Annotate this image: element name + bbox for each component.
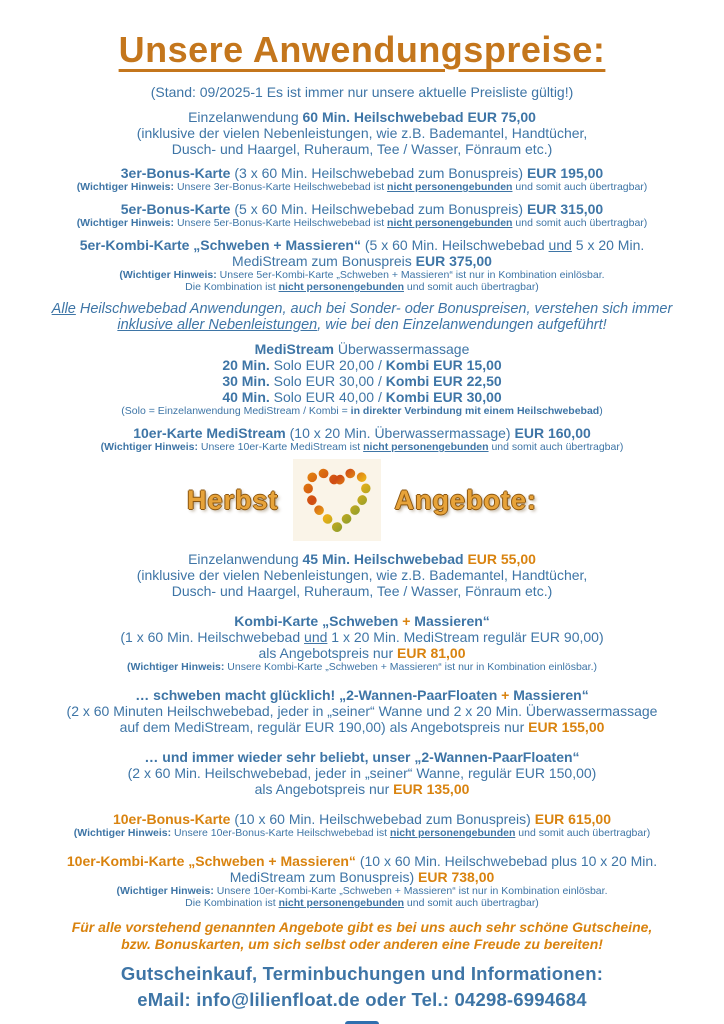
medistream-heading: MediStream Überwassermassage — [254, 341, 470, 357]
offer-kombi-price: als Angebotspreis nur EUR 81,00 — [258, 645, 466, 661]
contact-heading: Gutscheinkauf, Terminbuchungen und Informationen: — [120, 963, 604, 984]
offer-kombi-card: Kombi-Karte „Schweben + Massieren“ — [234, 613, 490, 629]
all-inclusive-note-2: inklusive aller Nebenleistungen, wie bei den Einzelanwendungen aufgeführt! — [117, 317, 607, 333]
herbst-offers-section — [26, 551, 698, 909]
bonus-card-3er: 3er-Bonus-Karte (3 x 60 Min. Heilschwebebad zum Bonuspreis) EUR 195,00 — [120, 165, 604, 181]
voucher-promo-line-2: bzw. Bonuskarten, um sich selbst oder anderen eine Freude zu bereiten! — [121, 936, 603, 952]
inclusive-note-1: (inklusive der vielen Nebenleistungen, wie z.B. Bademantel, Handtücher, — [136, 125, 588, 141]
offer-paarfloat-detail: (2 x 60 Min. Heilschwebebad, jeder in „seiner“ Wanne, regulär EUR 150,00) — [127, 765, 597, 781]
validity-note: (Stand: 09/2025-1 Es ist immer nur unsere aktuelle Preisliste gültig!) — [150, 84, 574, 100]
hint-5er: (Wichtiger Hinweis: Unsere 5er-Bonus-Karte Heilschwebebad ist nicht personengebunden und somit auch übertragbar) — [76, 217, 648, 229]
hint-3er: (Wichtiger Hinweis: Unsere 3er-Bonus-Karte Heilschwebebad ist nicht personengebunden und somit auch übertragbar) — [76, 181, 648, 193]
single-application-60min: Einzelanwendung 60 Min. Heilschwebebad EUR 75,00 — [188, 109, 536, 125]
herbst-offers-banner — [26, 457, 698, 543]
hint-5er-kombi-2: Die Kombination ist nicht personengebunden und somit auch übertragbar) — [185, 281, 539, 293]
offer-10er-kombi-line-2: MediStream zum Bonuspreis) EUR 738,00 — [229, 869, 495, 885]
hint-10er-bonus: (Wichtiger Hinweis: Unsere 10er-Bonus-Karte Heilschwebebad ist nicht personengebunden und somit auch übertragbar) — [73, 827, 651, 839]
medistream-40min: 40 Min. Solo EUR 40,00 / Kombi EUR 30,00 — [222, 389, 502, 405]
inclusive-note-2: Dusch- und Haargel, Ruheraum, Tee / Wasser, Fönraum etc.) — [171, 141, 553, 157]
offer-10er-kombi-line-1: 10er-Kombi-Karte „Schweben + Massieren“ (10 x 60 Min. Heilschwebebad plus 10 x 20 Min. — [66, 853, 658, 869]
kombi-card-5er-line-2: MediStream zum Bonuspreis EUR 375,00 — [232, 253, 492, 269]
autumn-leaves-heart-icon — [293, 459, 381, 541]
offer-paarfloat-massieren-detail-2: auf dem MediStream, regulär EUR 190,00) als Angebotspreis nur EUR 155,00 — [119, 719, 605, 735]
offer-10er-bonus: 10er-Bonus-Karte (10 x 60 Min. Heilschwebebad zum Bonuspreis) EUR 615,00 — [112, 811, 612, 827]
hint-offer-kombi: (Wichtiger Hinweis: Unsere Kombi-Karte „Schweben + Massieren“ ist nur in Kombination einlösbar.) — [127, 661, 597, 673]
bonus-card-5er: 5er-Bonus-Karte (5 x 60 Min. Heilschwebebad zum Bonuspreis) EUR 315,00 — [120, 201, 604, 217]
hint-10er-kombi-1: (Wichtiger Hinweis: Unsere 10er-Kombi-Karte „Schweben + Massieren“ ist nur in Kombination einlösbar. — [116, 885, 608, 897]
angebote-word: Angebote: — [394, 484, 537, 515]
offer-kombi-detail: (1 x 60 Min. Heilschwebebad und 1 x 20 Min. MediStream regulär EUR 90,00) — [120, 629, 604, 645]
hint-5er-kombi-1: (Wichtiger Hinweis: Unsere 5er-Kombi-Karte „Schweben + Massieren“ ist nur in Kombination einlösbar. — [119, 269, 605, 281]
offer-paarfloat: … und immer wieder sehr beliebt, unser „2-Wannen-PaarFloaten“ — [144, 749, 580, 765]
contact-email-phone: eMail: info@lilienfloat.de oder Tel.: 04298-6994684 — [137, 989, 587, 1010]
kombi-card-5er-line-1: 5er-Kombi-Karte „Schweben + Massieren“ (5 x 60 Min. Heilschwebebad und 5 x 20 Min. — [79, 237, 645, 253]
offer-single-45min: Einzelanwendung 45 Min. Heilschwebebad EUR 55,00 — [188, 551, 536, 567]
offer-inclusive-note-2: Dusch- und Haargel, Ruheraum, Tee / Wasser, Fönraum etc.) — [171, 583, 553, 599]
page-title: Unsere Anwendungspreise: — [118, 29, 606, 70]
voucher-promo-line-1: Für alle vorstehend genannten Angebote gibt es bei uns auch sehr schöne Gutscheine, — [71, 919, 653, 935]
offer-paarfloat-massieren: … schweben macht glücklich! „2-Wannen-PaarFloaten + Massieren“ — [135, 687, 589, 703]
medistream-30min: 30 Min. Solo EUR 30,00 / Kombi EUR 22,50 — [222, 373, 502, 389]
offer-paarfloat-massieren-detail-1: (2 x 60 Minuten Heilschwebebad, jeder in „seiner“ Wanne und 2 x 20 Min. Überwassermassage — [66, 703, 658, 719]
herbst-word: Herbst — [186, 484, 279, 515]
hint-10er-medistream: (Wichtiger Hinweis: Unsere 10er-Karte MediStream ist nicht personengebunden und somit auch übertragbar) — [100, 441, 624, 453]
card-10er-medistream: 10er-Karte MediStream (10 x 20 Min. Überwassermassage) EUR 160,00 — [133, 425, 591, 441]
offer-paarfloat-price: als Angebotspreis nur EUR 135,00 — [254, 781, 470, 797]
solo-kombi-legend: (Solo = Einzelanwendung MediStream / Kombi = in direkter Verbindung mit einem Heilschwebebad) — [121, 405, 603, 417]
medistream-20min: 20 Min. Solo EUR 20,00 / Kombi EUR 15,00 — [222, 357, 502, 373]
hint-10er-kombi-2: Die Kombination ist nicht personengebunden und somit auch übertragbar) — [185, 897, 539, 909]
standard-prices-section — [26, 109, 698, 453]
all-inclusive-note-1: Alle Heilschwebebad Anwendungen, auch bei Sonder- oder Bonuspreisen, verstehen sich immer — [51, 301, 673, 317]
offer-inclusive-note-1: (inklusive der vielen Nebenleistungen, wie z.B. Bademantel, Handtücher, — [136, 567, 588, 583]
